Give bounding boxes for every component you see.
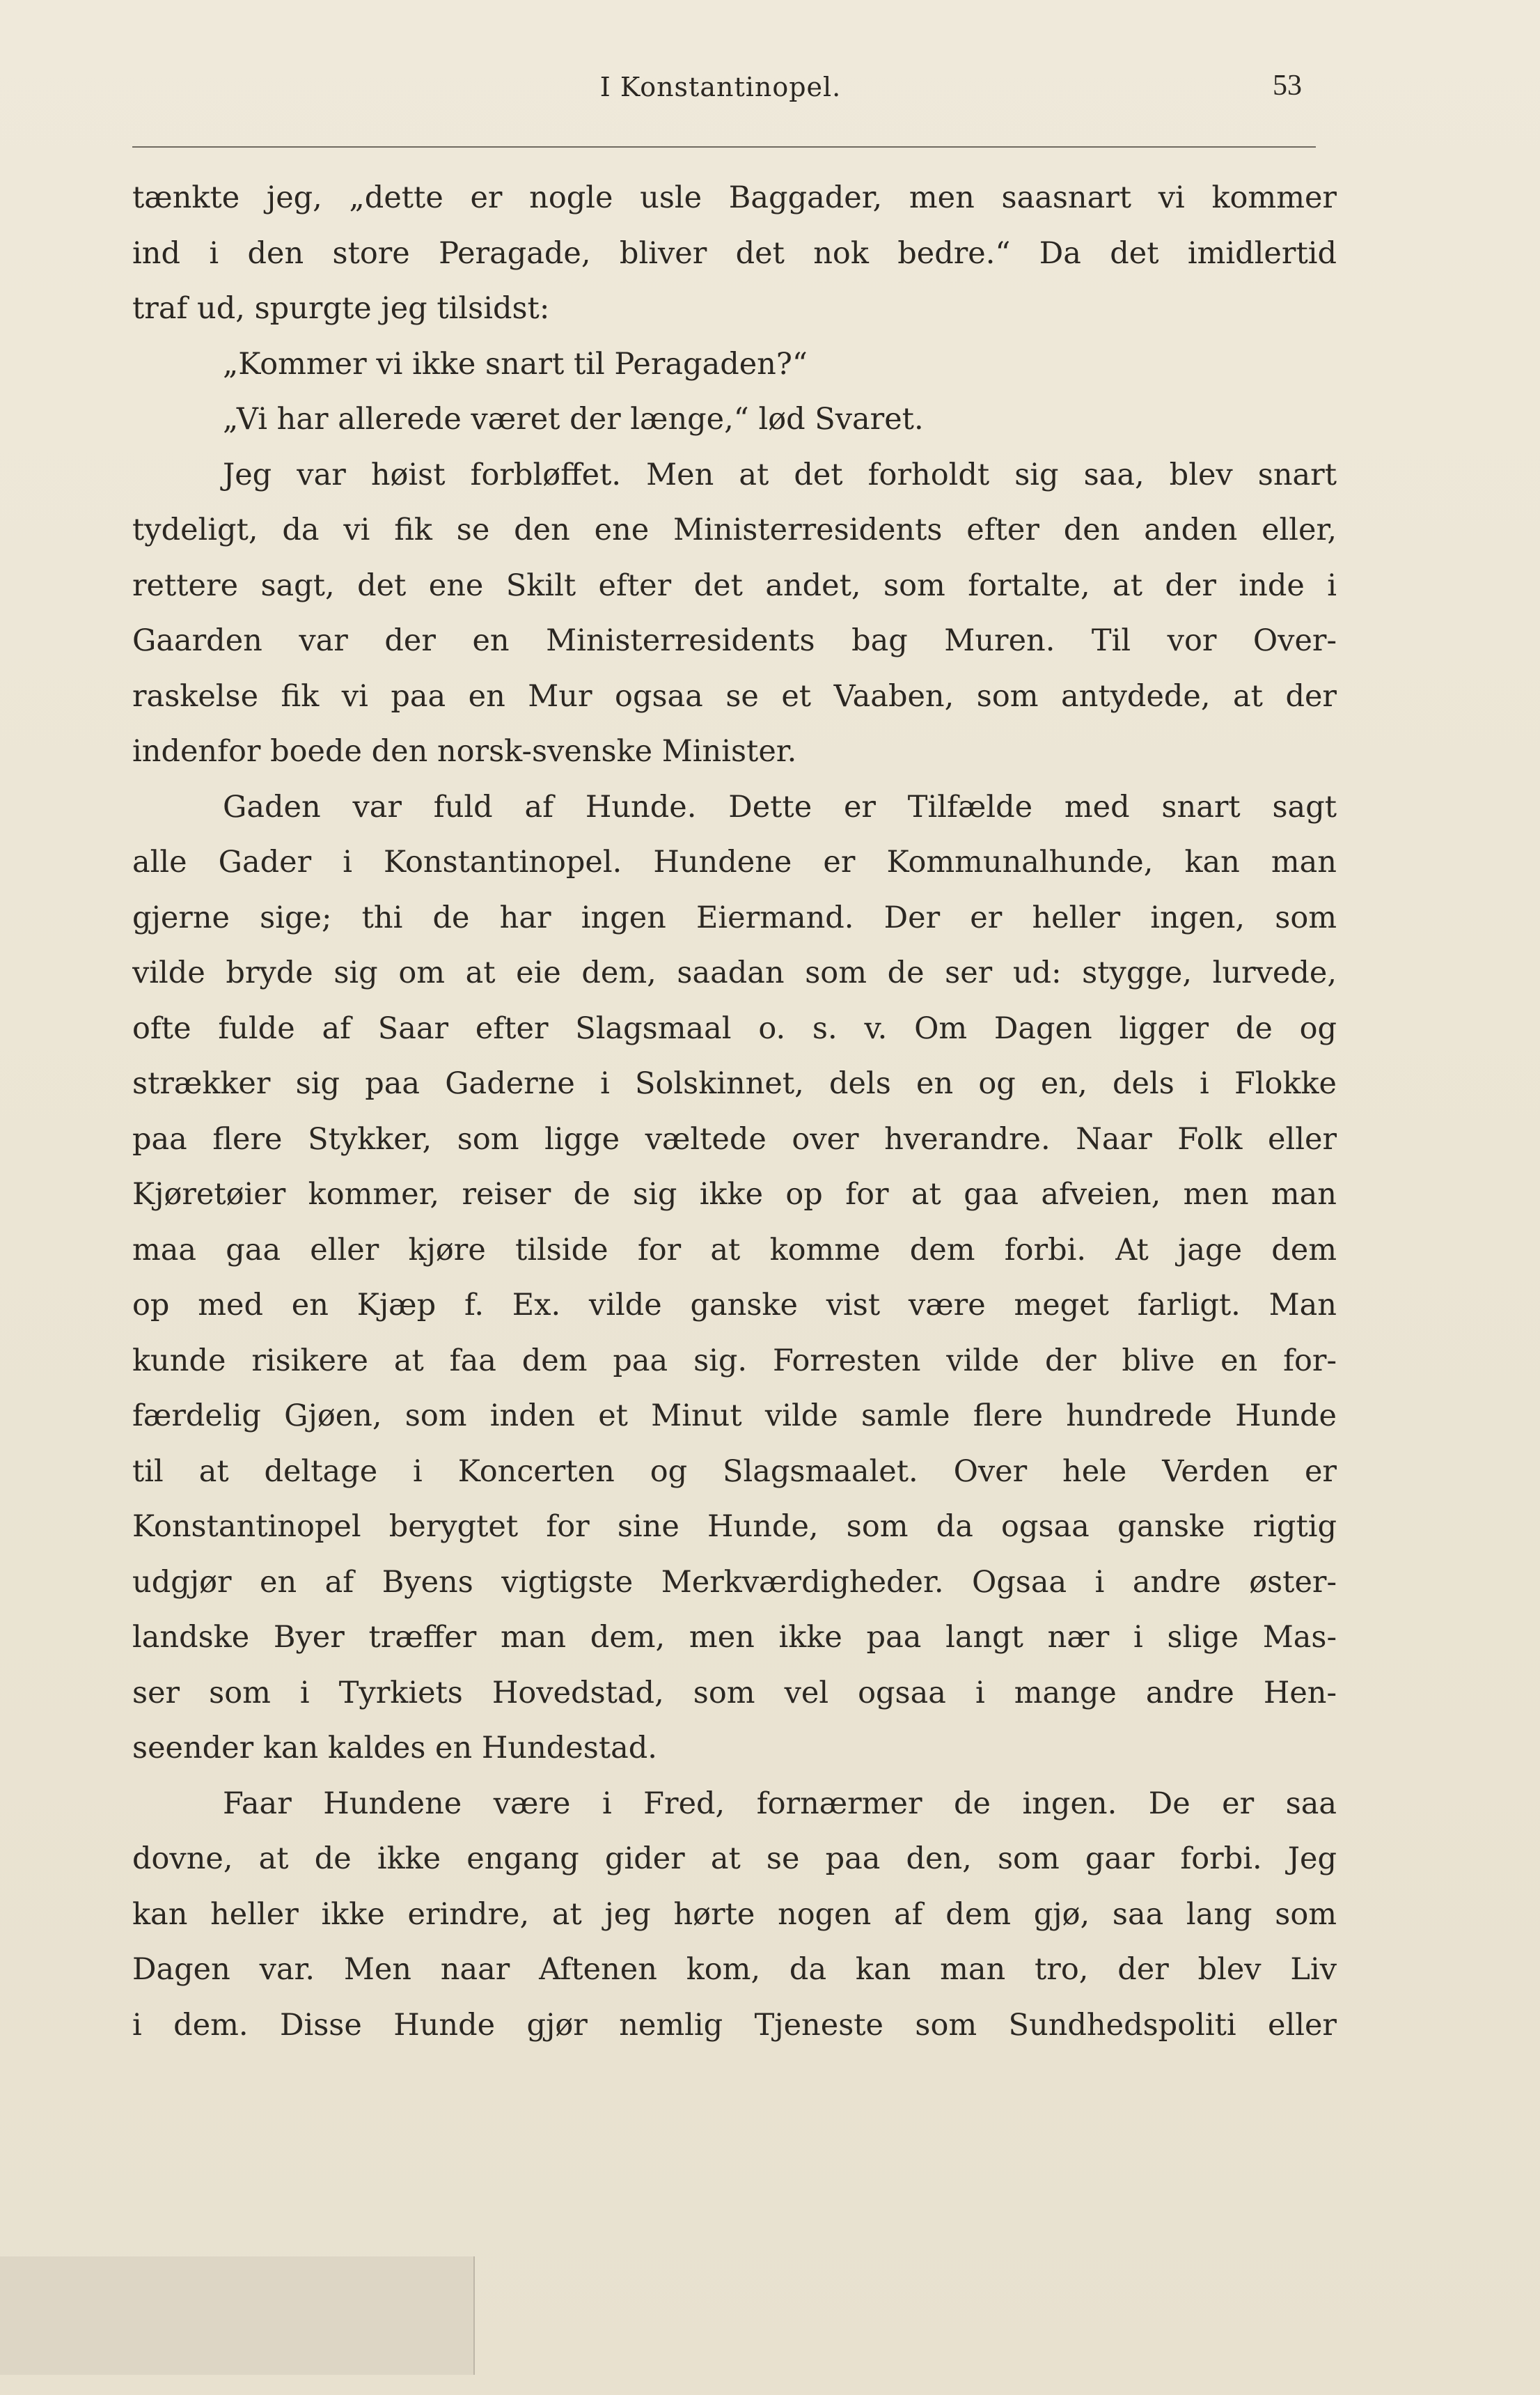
text-line: vilde bryde sig om at eie dem, saadan som de ser ud: stygge, lurvede, xyxy=(132,955,1337,990)
text-line: dovne, at de ikke engang gider at se paa den, som gaar forbi. Jeg xyxy=(132,1841,1337,1876)
page-edge-shadow xyxy=(0,2256,475,2375)
text-line: traf ud, spurgte jeg tilsidst: xyxy=(132,291,550,326)
text-line: ind i den store Peragade, bliver det nok bedre.“ Da det imidlertid xyxy=(132,235,1337,271)
text-line: paa flere Stykker, som ligge væltede over hverandre. Naar Folk eller xyxy=(132,1121,1337,1157)
text-line: strækker sig paa Gaderne i Solskinnet, dels en og en, dels i Flokke xyxy=(132,1066,1337,1101)
running-title: I Konstantinopel. xyxy=(599,72,842,102)
text-line: Konstantinopel berygtet for sine Hunde, som da ogsaa ganske rigtig xyxy=(132,1509,1337,1544)
text-line: Jeg var høist forbløffet. Men at det forholdt sig saa, blev snart xyxy=(223,457,1337,492)
text-line: maa gaa eller kjøre tilside for at komme dem forbi. At jage dem xyxy=(132,1232,1337,1267)
page-number: 53 xyxy=(1273,70,1302,102)
text-line: udgjør en af Byens vigtigste Merkværdigheder. Ogsaa i andre øster- xyxy=(132,1564,1337,1600)
text-line: til at deltage i Koncerten og Slagsmaalet. Over hele Verden er xyxy=(132,1453,1337,1489)
body-text xyxy=(132,171,1337,2053)
text-line: „Vi har allerede været der længe,“ lød Svaret. xyxy=(223,402,924,437)
text-line: indenfor boede den norsk-svenske Minister. xyxy=(132,734,797,769)
text-line: seender kan kaldes en Hundestad. xyxy=(132,1731,657,1765)
text-line: Faar Hundene være i Fred, fornærmer de ingen. De er saa xyxy=(223,1786,1337,1821)
text-line: tydeligt, da vi fik se den ene Ministerresidents efter den anden eller, xyxy=(132,513,1337,547)
text-line: i dem. Disse Hunde gjør nemlig Tjeneste som Sundhedspoliti eller xyxy=(132,2007,1337,2043)
page-header xyxy=(132,66,1309,115)
text-line: Gaarden var der en Ministerresidents bag Muren. Til vor Over- xyxy=(132,623,1337,658)
text-line: alle Gader i Konstantinopel. Hundene er Kommunalhunde, kan man xyxy=(132,845,1337,880)
text-line: raskelse fik vi paa en Mur ogsaa se et Vaaben, som antydede, at der xyxy=(132,678,1337,714)
text-line: Gaden var fuld af Hunde. Dette er Tilfælde med snart sagt xyxy=(223,789,1337,825)
text-line: Kjøretøier kommer, reiser de sig ikke op for at gaa afveien, men man xyxy=(132,1177,1337,1212)
text-line: Dagen var. Men naar Aftenen kom, da kan man tro, der blev Liv xyxy=(132,1952,1337,1987)
text-line: gjerne sige; thi de har ingen Eiermand. Der er heller ingen, som xyxy=(132,900,1337,935)
text-line: kan heller ikke erindre, at jeg hørte nogen af dem gjø, saa lang som xyxy=(132,1896,1337,1932)
text-line: færdelig Gjøen, som inden et Minut vilde samle flere hundrede Hunde xyxy=(132,1398,1337,1433)
text-line: kunde risikere at faa dem paa sig. Forresten vilde der blive en for- xyxy=(132,1343,1337,1378)
text-line: tænkte jeg, „dette er nogle usle Baggader, men saasnart vi kommer xyxy=(132,180,1337,215)
text-line: rettere sagt, det ene Skilt efter det andet, som fortalte, at der inde i xyxy=(132,568,1337,603)
header-rule xyxy=(132,146,1316,148)
text-line: landske Byer træffer man dem, men ikke paa langt nær i slige Mas- xyxy=(132,1620,1337,1655)
text-line: ser som i Tyrkiets Hovedstad, som vel ogsaa i mange andre Hen- xyxy=(132,1675,1337,1710)
text-line: ofte fulde af Saar efter Slagsmaal o. s. v. Om Dagen ligger de og xyxy=(132,1011,1337,1046)
text-line: op med en Kjæp f. Ex. vilde ganske vist være meget farligt. Man xyxy=(132,1288,1337,1323)
text-line: „Kommer vi ikke snart til Peragaden?“ xyxy=(223,346,808,382)
